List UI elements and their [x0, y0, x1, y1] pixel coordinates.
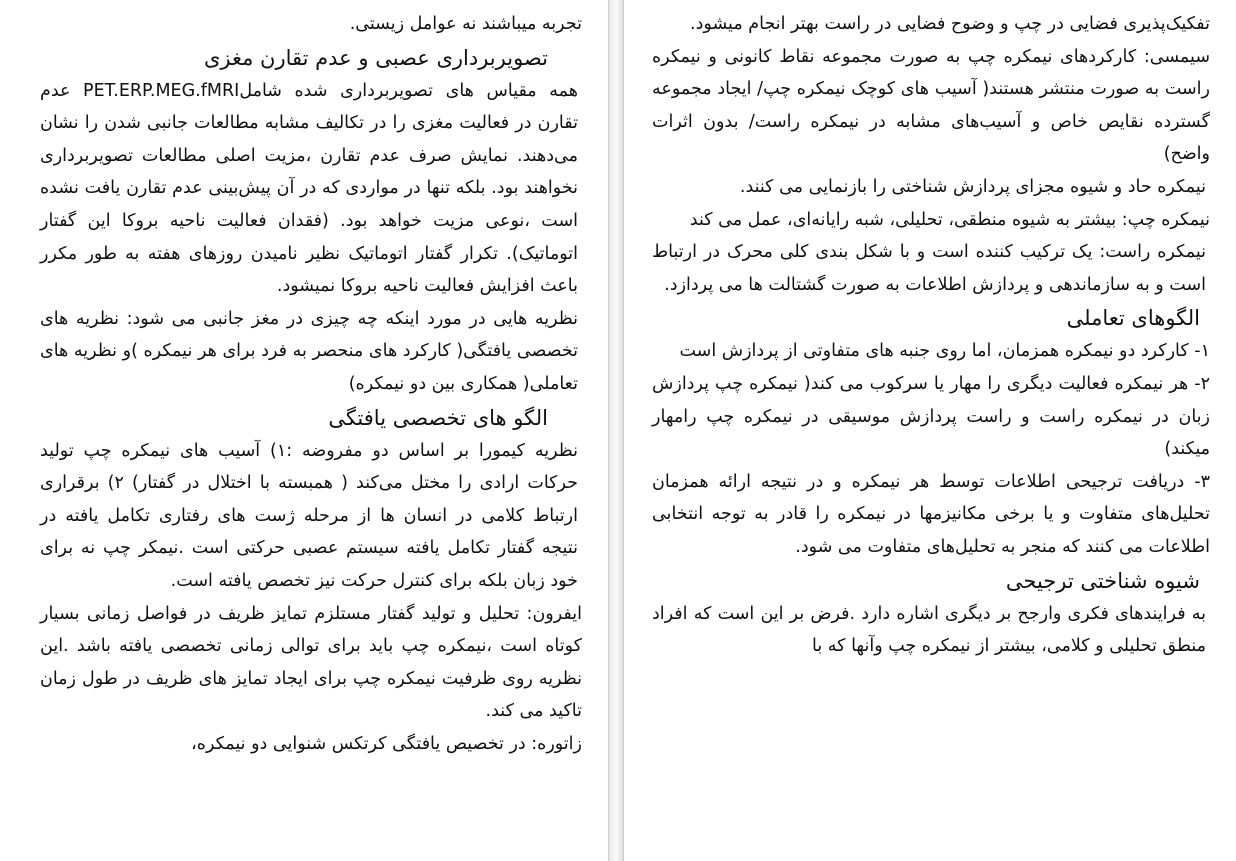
paragraph: ۱- کارکرد دو نیمکره همزمان، اما روی جنبه های متفاوتی از پردازش است — [679, 341, 1210, 362]
paragraph: نظریه هایی در مورد اینکه چه چیزی در مغز جانبی می شود: نظریه های تخصصی یافتگی( کارکرد های منحصر به فرد برای هر نیمکره )و نظریه های تعاملی( همکاری بین دو نیمکره) — [40, 308, 578, 394]
paragraph: تجربه میباشند نه عوامل زیستی. — [349, 14, 582, 34]
paragraph: ایفرون: تحلیل و تولید گفتار مستلزم تمایز ظریف در فواصل زمانی بسیار کوتاه است ،نیمکره چپ باید برای توالی زمانی تخصصی یافته باشد .این نظریه روی ظرفیت نیمکره چپ برای ایجاد تمایز های ظریف در طول زمان تاکید می کند. — [40, 603, 582, 722]
paragraph: ۳- دریافت ترجیحی اطلاعات توسط هر نیمکره و در نتیجه ارائه همزمان تحلیل‌های متفاوت و یا برخی مکانیزمها در نیمکره را قادر به توجه انتخابی اطلاعات می کنند که منجر به تحلیل‌های متفاوت می شود. — [652, 471, 1210, 557]
section-heading: الگوهای تعاملی — [1066, 306, 1200, 331]
paragraph: نیمکره حاد و شیوه مجزای پردازش شناختی را بازنمایی می کنند. — [739, 176, 1206, 197]
right-page — [622, 0, 1236, 861]
left-page — [0, 0, 608, 861]
paragraph: سیمسی: کارکردهای نیمکره چپ به صورت مجموعه نقاط کانونی و نیمکره راست به صورت منتشر هستند( آسیب های کوچک نیمکره چپ/ ایجاد مجموعه گسترده نقایص خاص و آسیب‌های مشابه در نیمکره راست/ بدون اثرات واضح) — [652, 46, 1210, 165]
paragraph: زاتوره: در تخصیص یافتگی کرتکس شنوایی دو نیمکره، — [191, 733, 582, 754]
paragraph: نیمکره راست: یک ترکیب کننده است و با شکل بندی کلی محرک در ارتباط است و به سازماندهی و پردازش اطلاعات به صورت گشتالت ها می پردازد. — [652, 242, 1206, 295]
paragraph: تفکیک‌پذیری فضایی در چپ و وضوح فضایی در راست بهتر انجام میشود. — [690, 14, 1210, 34]
paragraph: نیمکره چپ: بیشتر به شیوه منطقی، تحلیلی، شبه رایانه‌ای، عمل می کند — [689, 209, 1210, 230]
paragraph: به فرایندهای فکری وارجح بر دیگری اشاره دارد .فرض بر این است که افراد منطق تحلیلی و کلامی، بیشتر از نیمکره چپ وآنها که با — [652, 603, 1206, 657]
section-heading: تصویربرداری عصبی و عدم تقارن مغزی — [203, 45, 548, 70]
section-heading: شیوه شناختی ترجیحی — [1005, 568, 1200, 593]
paragraph: ۲- هر نیمکره فعالیت دیگری را مهار یا سرکوب می کند( نیمکره چپ پردازش زبان در نیمکره راست و راست پردازش موسیقی در نیمکره چپ رامهار میکند) — [652, 373, 1210, 460]
paragraph: نظریه کیمورا بر اساس دو مفروضه :۱) آسیب های نیمکره چپ تولید حرکات ارادی را مختل می‌کند ( همبسته با اختلال در گفتار) ۲) برقراری ارتباط کلامی در انسان ها از مرحله ژست های رفتاری تکامل یافته در نتیجه گفتار تکامل یافته سیستم عصبی حرکتی است .نیمکر چپ نه برای خود زبان بلکه برای کنترل حرکت نیز تخصص یافته است. — [40, 440, 579, 591]
section-heading: الگو های تخصصی یافتگی — [328, 405, 548, 430]
paragraph: همه مقیاس های تصویربرداری شده شاملPET.ERP.MEG.fMRI عدم تقارن در فعالیت مغزی را در تکالیف مشابه مطالعات جانبی شدن را نشان می‌دهند. نمایش صرف عدم تقارن ،مزیت اصلی مطالعات تصویربرداری نخواهند بود. بلکه تنها در مواردی که در آن پیش‌بینی عدم تقارن یافت نشده است ،نوعی مزیت خواهد بود. (فقدان فعالیت ناحیه بروکا این گفتار اتوماتیک). تکرار گفتار اتوماتیک نظیر نامیدن روزهای هفته به طور مکرر باعث افزایش فعالیت ناحیه بروکا نمیشود. — [40, 80, 578, 297]
